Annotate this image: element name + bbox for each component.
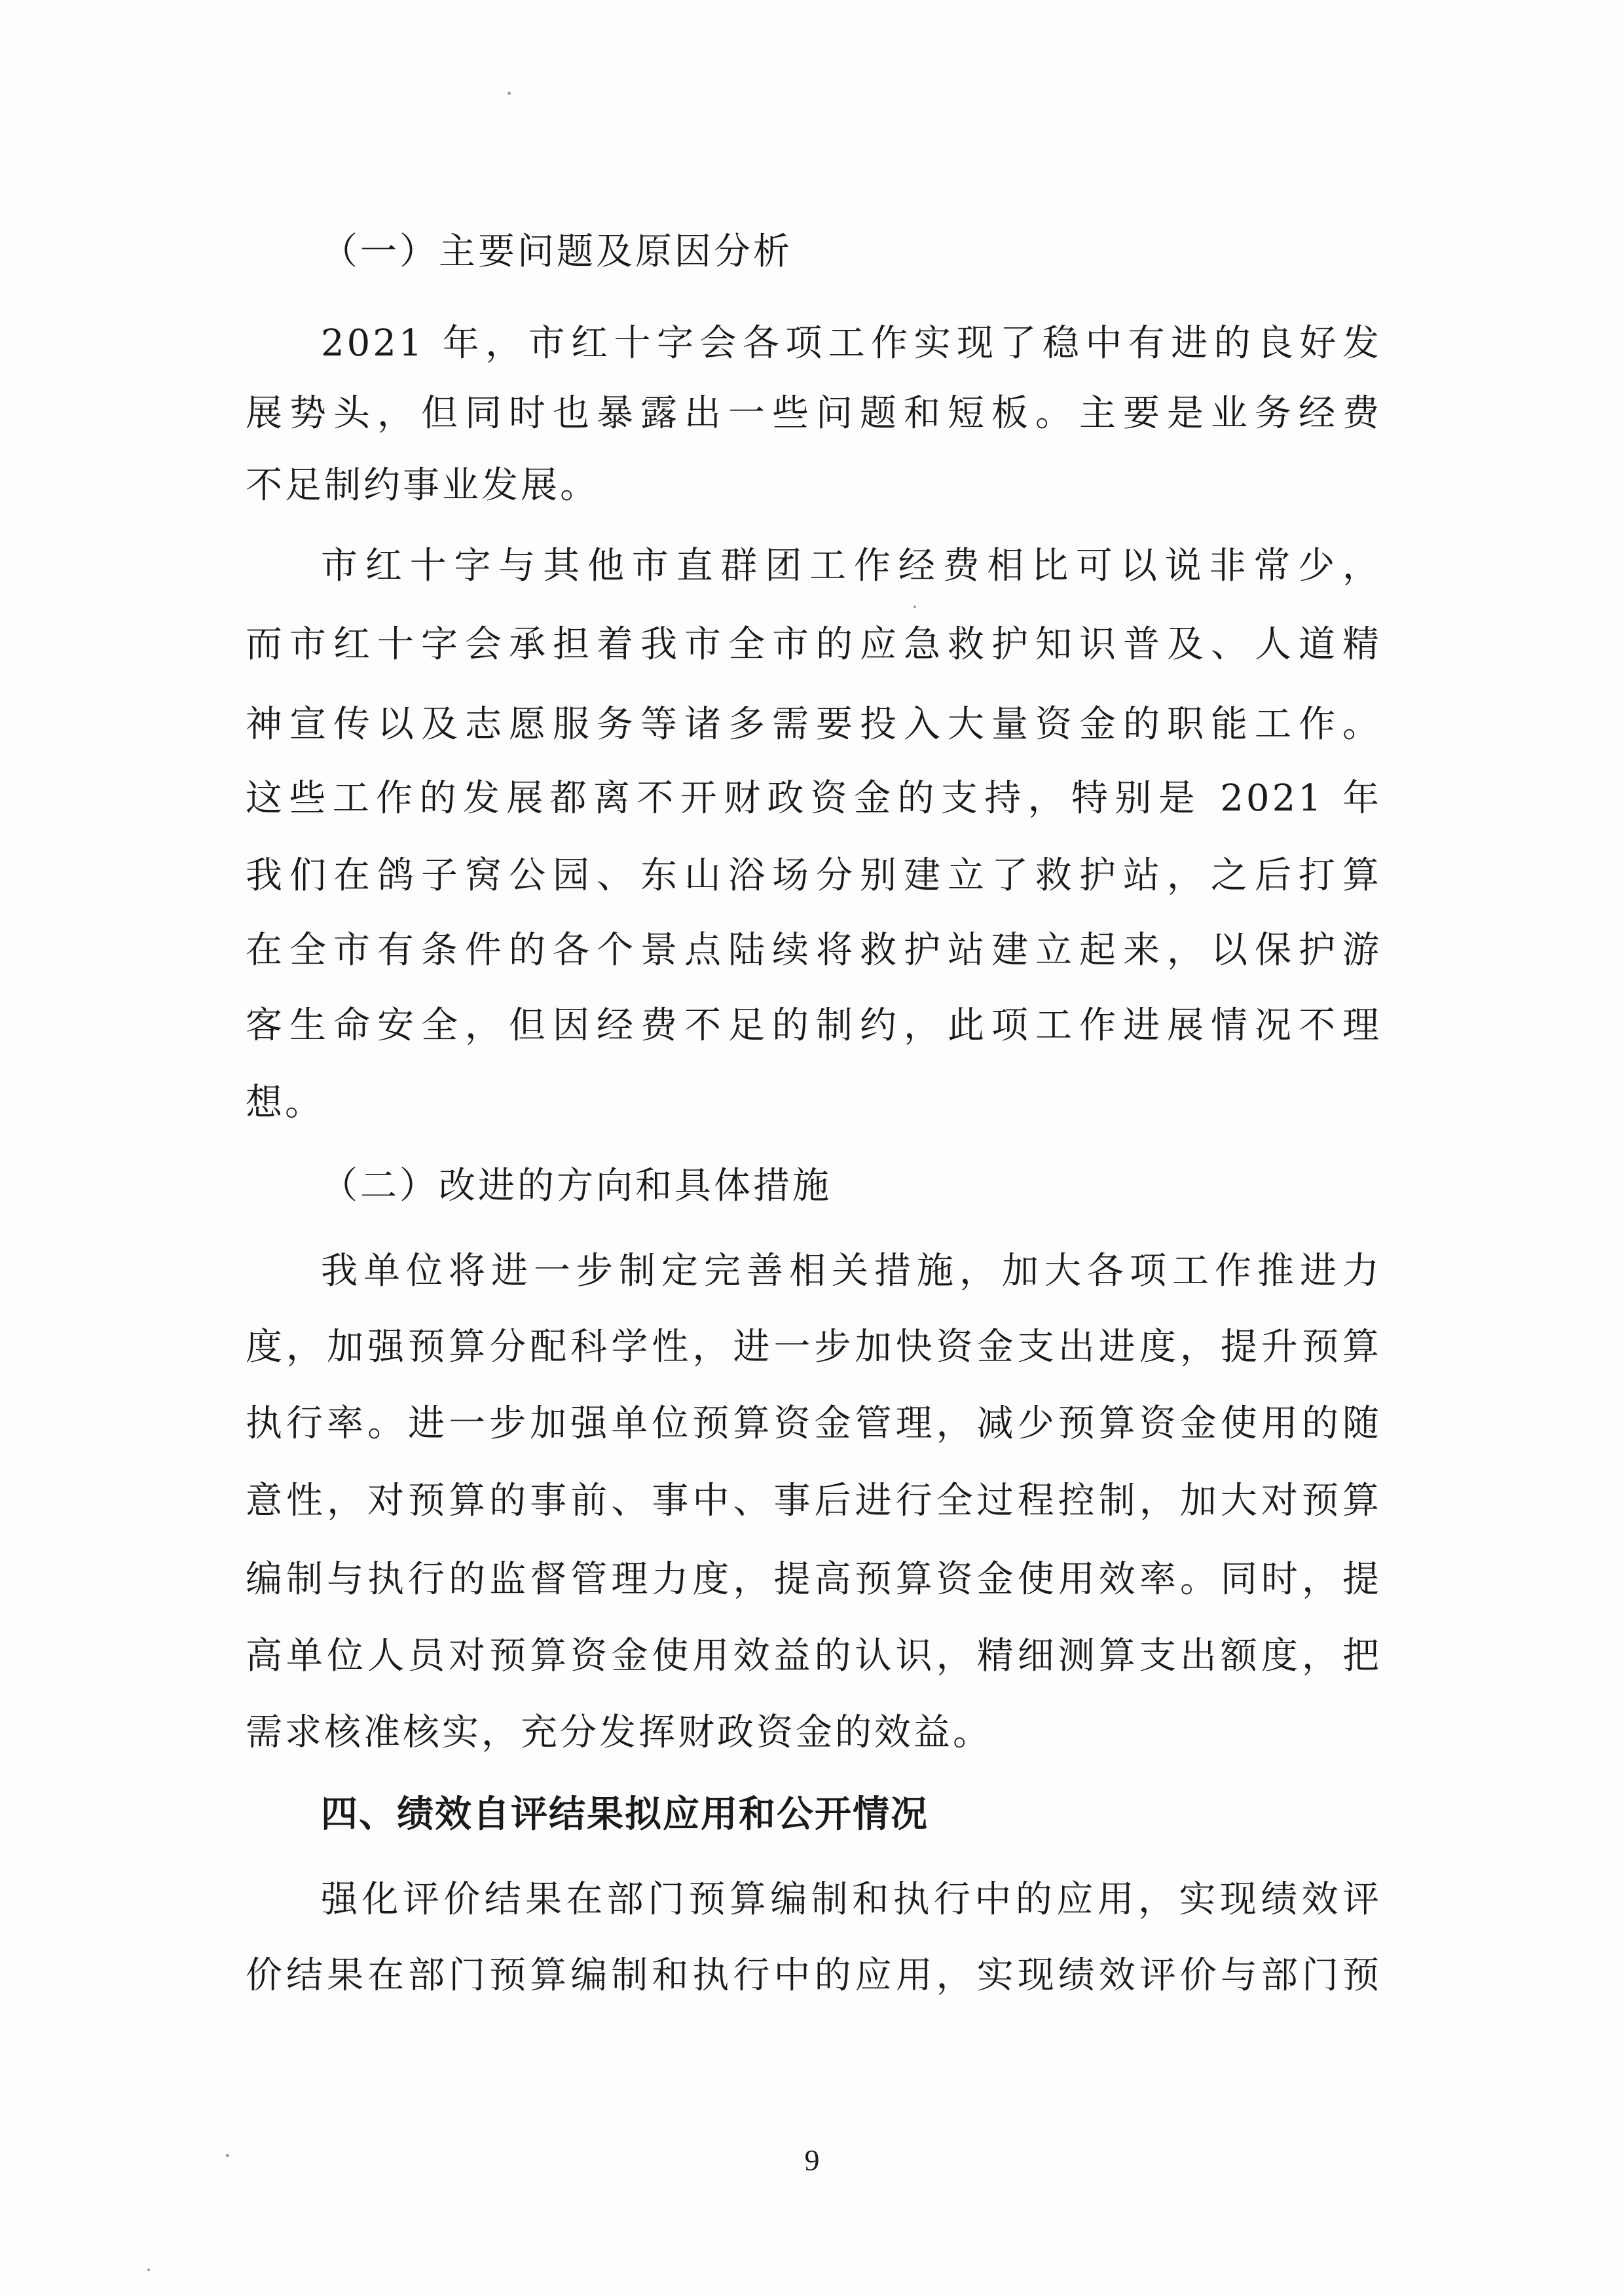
paragraph-line: 执行率。进一步加强单位预算资金管理，减少预算资金使用的随 (246, 1402, 1382, 1445)
paragraph-line: 在全市有条件的各个景点陆续将救护站建立起来，以保护游 (246, 929, 1382, 972)
scan-speck (147, 2269, 150, 2271)
paragraph-line: 展势头，但同时也暴露出一些问题和短板。主要是业务经费 (246, 392, 1382, 435)
paragraph-line: 想。 (246, 1082, 324, 1124)
paragraph-line: 客生命安全，但因经费不足的制约，此项工作进展情况不理 (246, 1004, 1382, 1047)
paragraph-line: 编制与执行的监督管理力度，提高预算资金使用效率。同时，提 (246, 1558, 1382, 1601)
section-heading-results-application: 四、绩效自评结果拟应用和公开情况 (321, 1793, 929, 1836)
paragraph-line: 我单位将进一步制定完善相关措施，加大各项工作推进力 (321, 1250, 1382, 1292)
paragraph-line: 价结果在部门预算编制和执行中的应用，实现绩效评价与部门预 (246, 1954, 1382, 1997)
paragraph-line: 这些工作的发展都离不开财政资金的支持，特别是 2021 年 (246, 777, 1382, 820)
paragraph-line: 不足制约事业发展。 (246, 464, 599, 507)
paragraph-line: 而市红十字会承担着我市全市的应急救护知识普及、人道精 (246, 623, 1382, 666)
paragraph-line: 高单位人员对预算资金使用效益的认识，精细测算支出额度，把 (246, 1635, 1382, 1677)
paragraph-line: 市红十字与其他市直群团工作经费相比可以说非常少， (321, 545, 1382, 587)
paragraph-line: 强化评价结果在部门预算编制和执行中的应用，实现绩效评 (321, 1878, 1382, 1921)
section-title-problems: （一）主要问题及原因分析 (321, 230, 792, 273)
paragraph-line: 我们在鸽子窝公园、东山浴场分别建立了救护站，之后打算 (246, 854, 1382, 897)
paragraph-line: 意性，对预算的事前、事中、事后进行全过程控制，加大对预算 (246, 1480, 1382, 1522)
paragraph-line: 2021 年，市红十字会各项工作实现了稳中有进的良好发 (321, 322, 1382, 365)
paragraph-line: 需求核准核实，充分发挥财政资金的效益。 (246, 1711, 992, 1754)
page-number: 9 (804, 2143, 820, 2177)
scan-speck (507, 92, 511, 95)
paragraph-line: 神宣传以及志愿服务等诸多需要投入大量资金的职能工作。 (246, 703, 1382, 746)
section-title-improvements: （二）改进的方向和具体措施 (321, 1165, 832, 1207)
scan-speck (913, 606, 916, 608)
paragraph-line: 度，加强预算分配科学性，进一步加快资金支出进度，提升预算 (246, 1326, 1382, 1368)
